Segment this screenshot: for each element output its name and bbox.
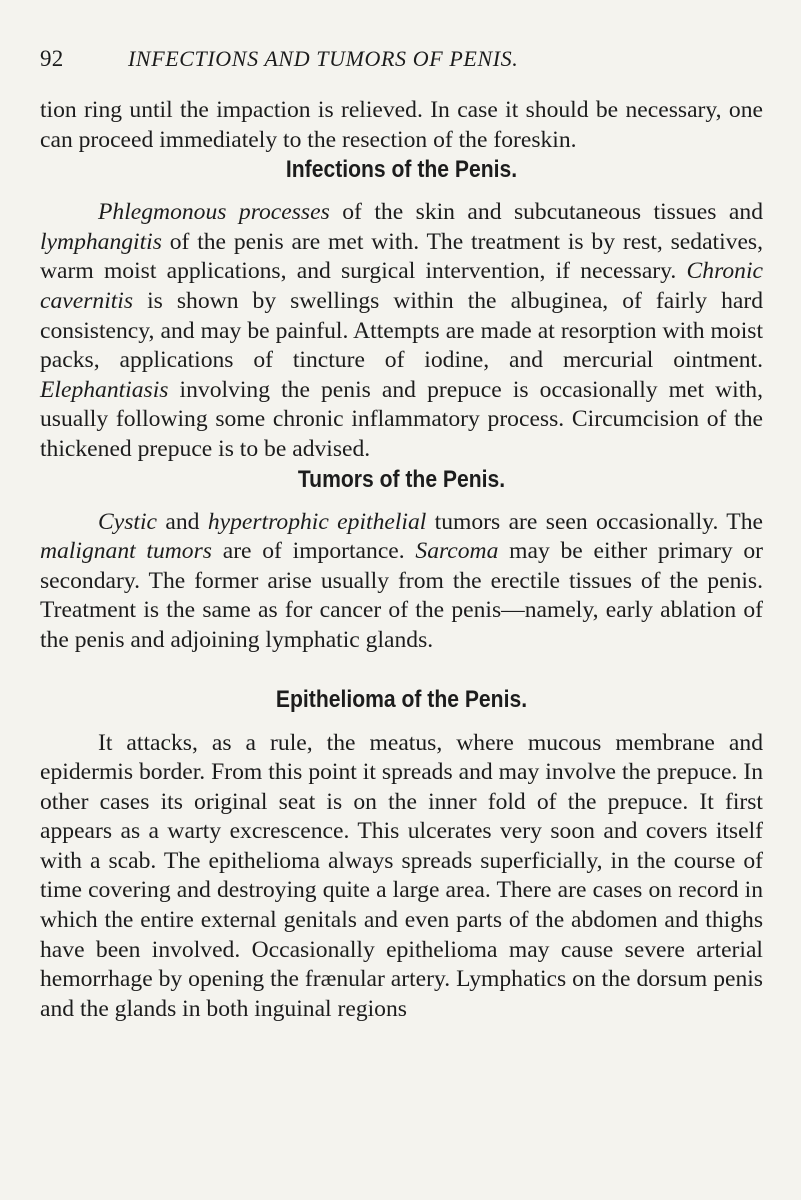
term-sarcoma: Sarcoma: [415, 538, 499, 565]
text-run: tumors are seen occasionally. The: [426, 508, 763, 535]
page-number: 92: [40, 46, 64, 71]
term-malignant-tumors: malignant tumors: [40, 538, 212, 565]
text-run: is shown by swellings within the albuginea, of fairly hard consistency, and may be painful. Attempts are made at resorption with moist packs, applications of tincture of iodine, and mercurial ointment.: [40, 287, 763, 374]
text-run: and: [156, 508, 208, 535]
continuation-paragraph: tion ring until the impaction is relieved. In case it should be necessary, one can proceed immediately to the resection of the foreskin.: [40, 97, 763, 153]
term-lymphangitis: lymphangitis: [40, 228, 162, 255]
term-elephantiasis: Elephantiasis: [40, 376, 169, 403]
term-phlegmonous-processes: Phlegmonous processes: [98, 199, 330, 226]
text-run: involving the penis and prepuce is occasionally met with, usually following some chronic inflammatory process. Circumcision of the thickened prepuce is to be advised.: [40, 376, 763, 462]
term-hypertrophic-epithelial: hypertrophic epithelial: [207, 508, 427, 535]
section-heading-epithelioma: Epithelioma of the Penis.: [275, 685, 528, 713]
term-cystic: Cystic: [98, 508, 157, 535]
epithelioma-paragraph: It attacks, as a rule, the meatus, where mucous membrane and epidermis border. From this point it spreads and may involve the prepuce. In other cases its original seat is on the inner fold of the prepuce. It first appears as a warty excrescence. This ulcerates very soon and covers itself with a scab. The epithelioma always spreads superficially, in the course of time covering and destroying quite a large area. There are cases on record in which the entire external genitals and even parts of the abdomen and thighs have been involved. Occasionally epithelioma may cause severe arterial hemorrhage by opening the frænular artery. Lymphatics on the dorsum penis and the glands in both inguinal regions: [40, 729, 763, 1022]
text-run: are of importance.: [211, 538, 416, 565]
text-run: may be either primary or secondary. The former arise usually from the erectile tissues of the penis. Treatment is the same as for cancer of the penis—namely, early ablation of the penis and adjoining lymphatic glands.: [40, 538, 764, 653]
running-head: [40, 44, 763, 74]
section-heading-infections: Infections of the Penis.: [285, 156, 518, 184]
tumors-paragraph: [40, 508, 763, 656]
section-heading-tumors: Tumors of the Penis.: [297, 465, 506, 493]
text-run: of the skin and subcutaneous tissues and: [329, 199, 763, 226]
term-chronic-cavernitis: Chronic cavernitis: [40, 258, 763, 314]
running-title: INFECTIONS AND TUMORS OF PENIS.: [128, 46, 519, 71]
infections-paragraph: [40, 198, 763, 464]
text-run: of the penis are met with. The treatment is by rest, sedatives, warm moist applications, and surgical intervention, if necessary.: [40, 228, 763, 285]
